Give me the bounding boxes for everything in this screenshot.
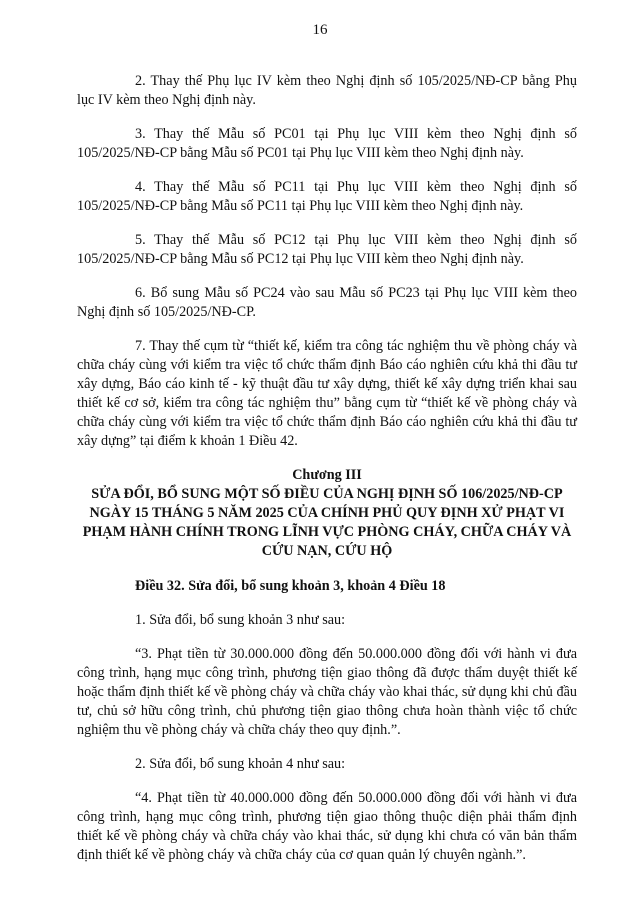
clause-2-intro: 2. Sửa đổi, bổ sung khoản 4 như sau: [135,756,346,772]
paragraph-item-5: 5. Thay thế Mẫu số PC12 tại Phụ lục VIII kèm theo Nghị định số 105/2025/NĐ-CP bằng Mẫu số PC12 tại Phụ lục VIII kèm theo Nghị định này. [77,232,577,267]
chapter-title: SỬA ĐỔI, BỔ SUNG MỘT SỐ ĐIỀU CỦA NGHỊ ĐỊNH SỐ 106/2025/NĐ-CP NGÀY 15 THÁNG 5 NĂM 2025 CỦA CHÍNH PHỦ QUY ĐỊNH XỬ PHẠT VI PHẠM HÀNH CHÍNH TRONG LĨNH VỰC PHÒNG CHÁY, CHỮA CHÁY VÀ CỨU NẠN, CỨU HỘ [82,486,572,559]
paragraph-item-2: 2. Thay thế Phụ lục IV kèm theo Nghị định số 105/2025/NĐ-CP bằng Phụ lục IV kèm theo Nghị định này. [77,73,577,108]
clause-3-text: “3. Phạt tiền từ 30.000.000 đồng đến 50.000.000 đồng đối với hành vi đưa công trình, hạng mục công trình, phương tiện giao thông đã được thẩm duyệt thiết kế hoặc thẩm định thiết kế về phòng cháy và chữa cháy vào khai thác, sử dụng khi chủ đầu tư, chủ sở hữu công trình, chủ phương tiện giao thông chưa hoàn thành việc tổ chức nghiệm thu về phòng cháy và chữa cháy theo quy định.”. [77,646,577,738]
page-number: 16 [312,22,328,38]
paragraph-item-6: 6. Bổ sung Mẫu số PC24 vào sau Mẫu số PC23 tại Phụ lục VIII kèm theo Nghị định số 105/2025/NĐ-CP. [77,285,577,320]
document-body [77,72,577,880]
clause-4-text: “4. Phạt tiền từ 40.000.000 đồng đến 50.000.000 đồng đối với hành vi đưa công trình, hạng mục công trình, phương tiện giao thông thuộc diện phải thẩm định thiết kế về phòng cháy và chữa cháy vào khai thác, sử dụng khi chưa có văn bản thẩm định thiết kế về phòng cháy và chữa cháy của cơ quan quản lý chuyên ngành.”. [77,790,577,863]
paragraph-item-3: 3. Thay thế Mẫu số PC01 tại Phụ lục VIII kèm theo Nghị định số 105/2025/NĐ-CP bằng Mẫu số PC01 tại Phụ lục VIII kèm theo Nghị định này. [77,126,577,161]
paragraph-item-4: 4. Thay thế Mẫu số PC11 tại Phụ lục VIII kèm theo Nghị định số 105/2025/NĐ-CP bằng Mẫu số PC11 tại Phụ lục VIII kèm theo Nghị định này. [77,179,577,214]
paragraph-item-7: 7. Thay thế cụm từ “thiết kế, kiểm tra công tác nghiệm thu về phòng cháy và chữa cháy cùng với kiểm tra việc tổ chức thẩm định Báo cáo nghiên cứu khả thi đầu tư xây dựng, Báo cáo kinh tế - kỹ thuật đầu tư xây dựng, thiết kế xây dựng triển khai sau thiết kế cơ sở, kiểm tra công tác nghiệm thu” bằng cụm từ “thiết kế về phòng cháy và chữa cháy cùng với kiểm tra việc tổ chức thẩm định Báo cáo nghiên cứu khả thi đầu tư xây dựng” tại điểm k khoản 1 Điều 42. [77,338,577,449]
article-heading: Điều 32. Sửa đổi, bổ sung khoản 3, khoản 4 Điều 18 [135,578,446,594]
chapter-heading: Chương III [292,467,362,483]
clause-1-intro: 1. Sửa đổi, bổ sung khoản 3 như sau: [135,612,346,628]
